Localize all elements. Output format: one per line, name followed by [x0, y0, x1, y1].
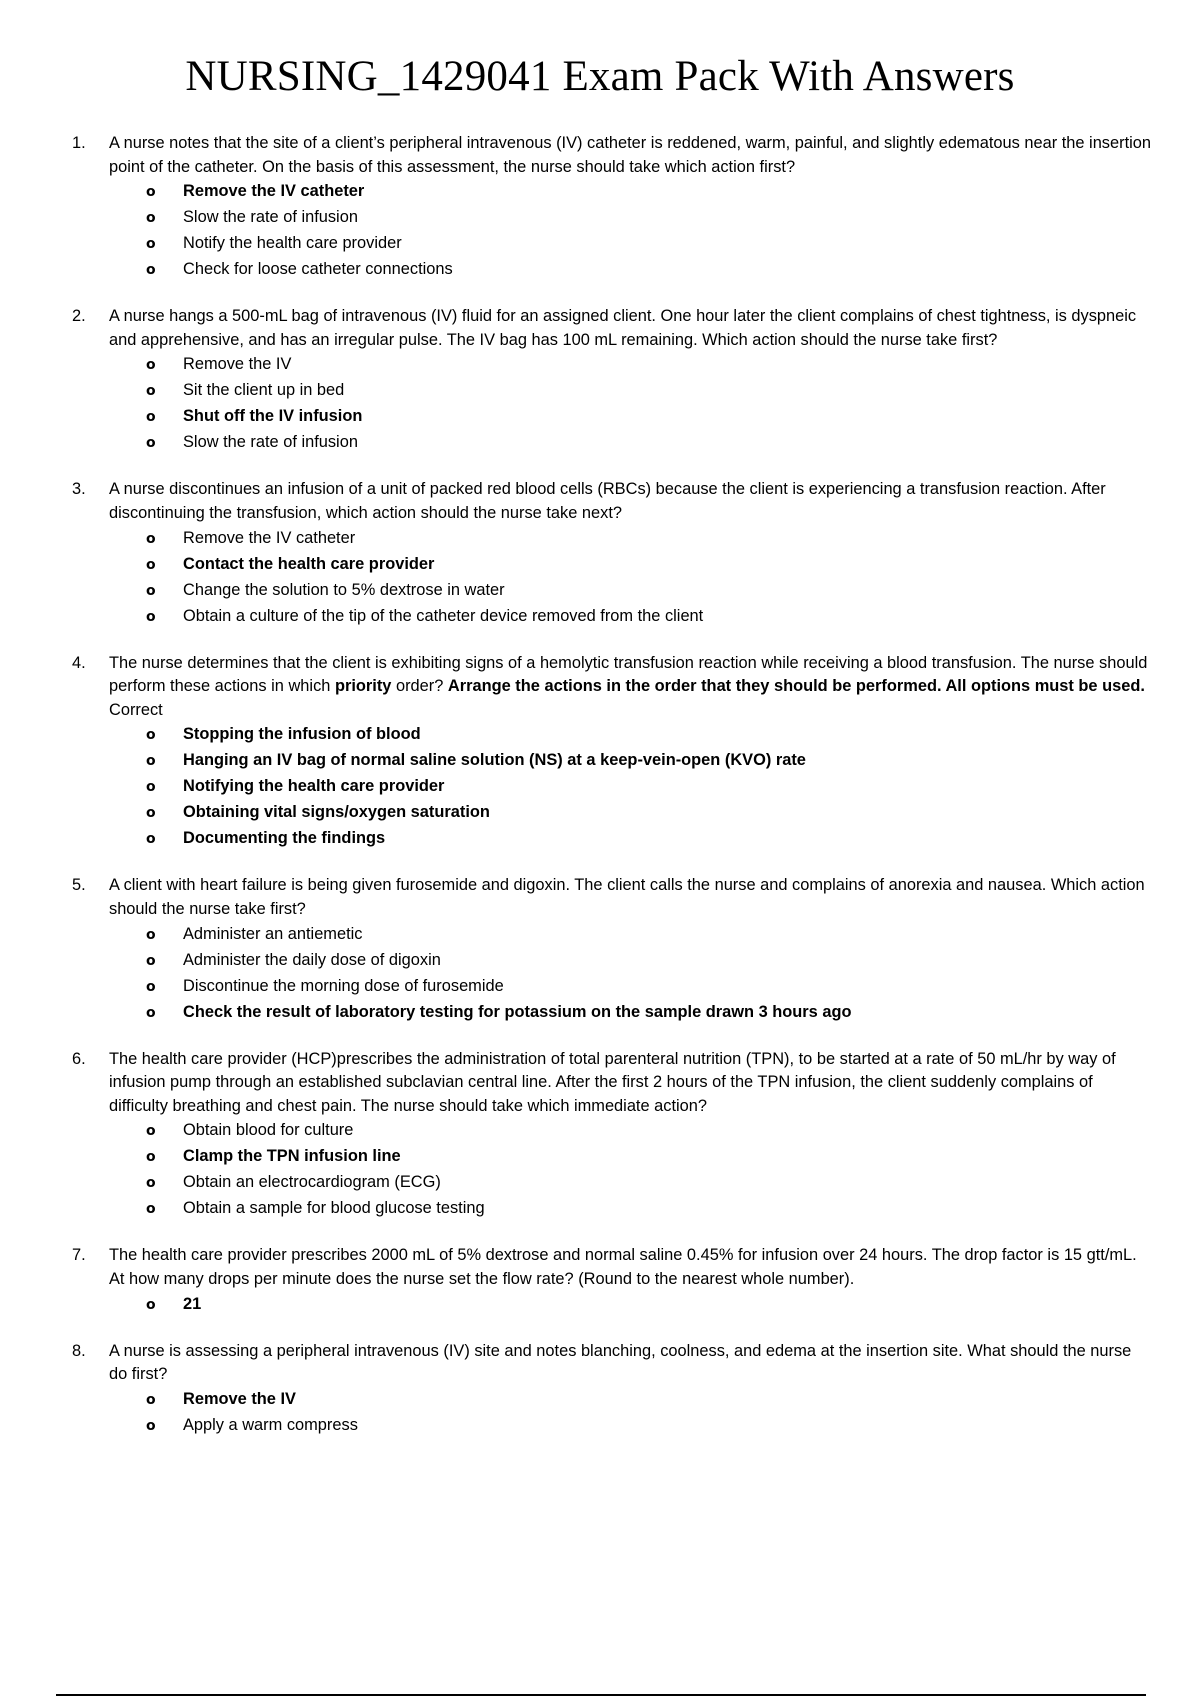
- bullet-icon: o: [146, 1175, 156, 1192]
- bullet-icon: o: [146, 262, 156, 279]
- question-3: [72, 478, 1152, 629]
- bullet-icon: o: [146, 831, 156, 848]
- bullet-icon: o: [146, 556, 156, 573]
- question-4: [72, 652, 1152, 853]
- bullet-icon: o: [146, 1417, 156, 1434]
- answer-option: o Remove the IV catheter: [146, 526, 1152, 552]
- answer-option: o Slow the rate of infusion: [146, 205, 1152, 231]
- answer-option: o Administer the daily dose of digoxin: [146, 948, 1152, 974]
- answer-option-correct: o Stopping the infusion of blood: [146, 722, 1152, 748]
- bullet-icon: o: [146, 357, 156, 374]
- answer-options: [72, 722, 1152, 852]
- answer-options: [72, 526, 1152, 630]
- bullet-icon: o: [146, 435, 156, 452]
- answer-option-correct: o Remove the IV: [146, 1387, 1152, 1413]
- bullet-icon: o: [146, 926, 156, 943]
- bullet-icon: o: [146, 1296, 156, 1313]
- answer-option: o Obtain a sample for blood glucose testing: [146, 1196, 1152, 1222]
- page-title: NURSING_1429041 Exam Pack With Answers: [185, 53, 1015, 100]
- footer-divider: [56, 1694, 1146, 1696]
- bullet-icon: o: [146, 236, 156, 253]
- answer-option: o Obtain blood for culture: [146, 1118, 1152, 1144]
- answer-option-correct: o Clamp the TPN infusion line: [146, 1144, 1152, 1170]
- answer-options: [72, 922, 1152, 1026]
- bullet-icon: o: [146, 210, 156, 227]
- question-6: [72, 1048, 1152, 1223]
- bullet-icon: o: [146, 978, 156, 995]
- bullet-icon: o: [146, 805, 156, 822]
- bullet-icon: o: [146, 1123, 156, 1140]
- bullet-icon: o: [146, 608, 156, 625]
- question-text: A nurse is assessing a peripheral intravenous (IV) site and notes blanching, coolness, and edema at the insertion site. What should the nurse do first?: [109, 1341, 1132, 1384]
- bullet-icon: o: [146, 184, 156, 201]
- answer-option-correct: o Shut off the IV infusion: [146, 404, 1152, 430]
- bullet-icon: o: [146, 409, 156, 426]
- bullet-icon: o: [146, 1149, 156, 1166]
- question-number: 6.: [72, 1049, 86, 1068]
- question-number: 5.: [72, 876, 86, 895]
- question-7: [72, 1244, 1152, 1317]
- question-number: 2.: [72, 307, 86, 326]
- answer-option: o Sit the client up in bed: [146, 378, 1152, 404]
- question-number: 4.: [72, 653, 86, 672]
- answer-option: o Remove the IV: [146, 352, 1152, 378]
- answer-options: [72, 1292, 1152, 1318]
- answer-option-correct: o Documenting the findings: [146, 826, 1152, 852]
- answer-option: o Administer an antiemetic: [146, 922, 1152, 948]
- answer-option: o Notify the health care provider: [146, 231, 1152, 257]
- answer-option: o Change the solution to 5% dextrose in water: [146, 578, 1152, 604]
- bullet-icon: o: [146, 383, 156, 400]
- answer-options: [72, 1387, 1152, 1439]
- bullet-icon: o: [146, 727, 156, 744]
- answer-status: Correct: [109, 700, 163, 719]
- answer-option: o Apply a warm compress: [146, 1413, 1152, 1439]
- answer-option-correct: o Check the result of laboratory testing for potassium on the sample drawn 3 hours ago: [146, 1000, 1152, 1026]
- question-text: A nurse notes that the site of a client’s peripheral intravenous (IV) catheter is reddened, warm, painful, and slightly edematous near the insertion point of the catheter. On the basis of this assessment, the nurse should take which action first?: [109, 134, 1152, 176]
- question-text: The health care provider prescribes 2000 mL of 5% dextrose and normal saline 0.45% for infusion over 24 hours. The drop factor is 15 gtt/mL. At how many drops per minute does the nurse set the flow rate? (Round to the nearest whole number).: [109, 1246, 1137, 1288]
- answer-option-correct: o Notifying the health care provider: [146, 774, 1152, 800]
- answer-option-correct: o Hanging an IV bag of normal saline solution (NS) at a keep-vein-open (KVO) rate: [146, 748, 1152, 774]
- question-number: 3.: [72, 480, 86, 499]
- question-2: [72, 305, 1152, 456]
- question-text: A nurse discontinues an infusion of a unit of packed red blood cells (RBCs) because the client is experiencing a transfusion reaction. After discontinuing the transfusion, which action should the nurse take next?: [109, 480, 1106, 522]
- question-8: [72, 1340, 1152, 1439]
- answer-option-correct: o Remove the IV catheter: [146, 179, 1152, 205]
- question-list: [72, 132, 1152, 1461]
- answer-option-correct: o 21: [146, 1292, 1152, 1318]
- answer-options: [72, 352, 1152, 456]
- question-number: 1.: [72, 134, 86, 152]
- bullet-icon: o: [146, 952, 156, 969]
- question-5: [72, 874, 1152, 1025]
- bullet-icon: o: [146, 530, 156, 547]
- answer-options: [72, 179, 1152, 283]
- bullet-icon: o: [146, 753, 156, 770]
- answer-options: [72, 1118, 1152, 1222]
- answer-option-correct: o Contact the health care provider: [146, 552, 1152, 578]
- question-text: The nurse determines that the client is exhibiting signs of a hemolytic transfusion reaction while receiving a blood transfusion. The nurse should perform these actions in which priority order? Arrange the actions in the order that they should be performed. All options must be used.: [109, 653, 1148, 696]
- question-1: [72, 132, 1152, 283]
- answer-option: o Obtain an electrocardiogram (ECG): [146, 1170, 1152, 1196]
- question-number: 8.: [72, 1341, 86, 1360]
- answer-option: o Check for loose catheter connections: [146, 257, 1152, 283]
- question-number: 7.: [72, 1246, 86, 1265]
- question-text: A client with heart failure is being given furosemide and digoxin. The client calls the nurse and complains of anorexia and nausea. Which action should the nurse take first?: [109, 876, 1145, 918]
- answer-option: o Slow the rate of infusion: [146, 430, 1152, 456]
- answer-option: o Obtain a culture of the tip of the catheter device removed from the client: [146, 604, 1152, 630]
- question-text: The health care provider (HCP)prescribes the administration of total parenteral nutrition (TPN), to be started at a rate of 50 mL/hr by way of infusion pump through an established subclavian central line. After the first 2 hours of the TPN infusion, the client suddenly complains of difficulty breathing and chest pain. The nurse should take which immediate action?: [109, 1049, 1116, 1115]
- bullet-icon: o: [146, 582, 156, 599]
- answer-option: o Discontinue the morning dose of furosemide: [146, 974, 1152, 1000]
- bullet-icon: o: [146, 1391, 156, 1408]
- answer-option-correct: o Obtaining vital signs/oxygen saturation: [146, 800, 1152, 826]
- bullet-icon: o: [146, 1201, 156, 1218]
- bullet-icon: o: [146, 1004, 156, 1021]
- question-text: A nurse hangs a 500-mL bag of intravenous (IV) fluid for an assigned client. One hour later the client complains of chest tightness, is dyspneic and apprehensive, and has an irregular pulse. The IV bag has 100 mL remaining. Which action should the nurse take first?: [109, 307, 1137, 349]
- bullet-icon: o: [146, 779, 156, 796]
